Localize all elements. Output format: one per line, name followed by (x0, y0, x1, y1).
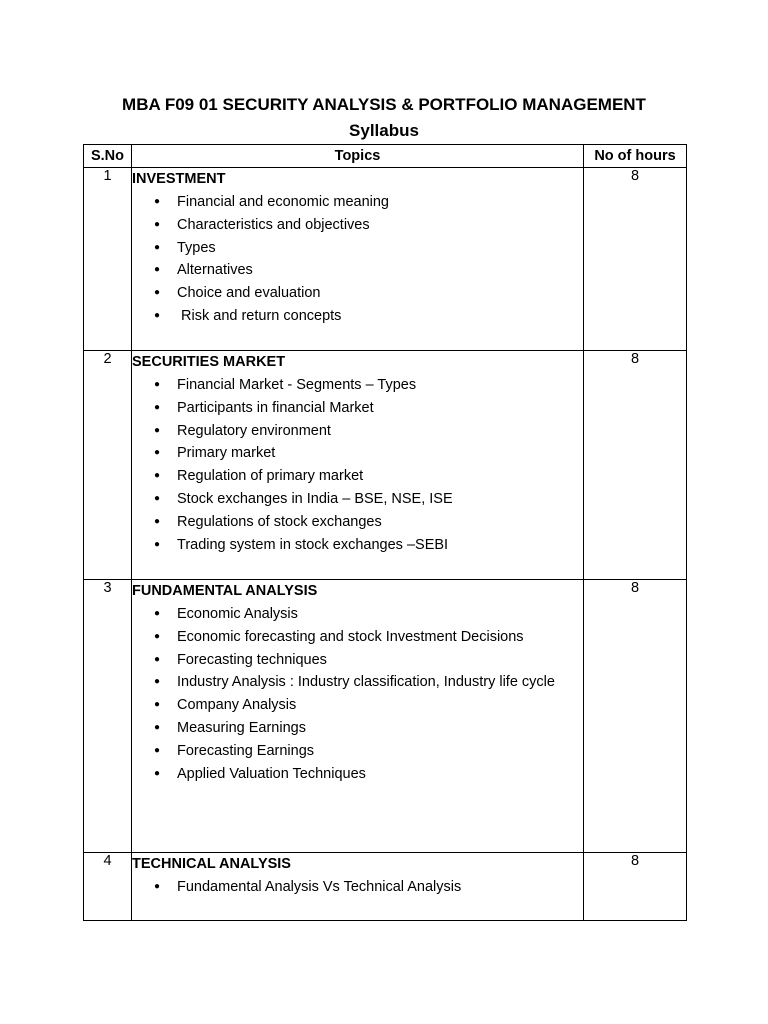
row-hours: 8 (584, 351, 687, 580)
list-item: ● Fundamental Analysis Vs Technical Analysis (132, 876, 583, 899)
list-item: ● Participants in financial Market (132, 397, 583, 420)
list-item: ● Financial and economic meaning (132, 191, 583, 214)
row-sno: 2 (84, 351, 132, 580)
row-topic (132, 168, 584, 351)
list-item: ● Industry Analysis : Industry classification, Industry life cycle (132, 671, 583, 694)
row-sno: 3 (84, 580, 132, 853)
list-item: ● Forecasting Earnings (132, 740, 583, 763)
list-item: ● Regulatory environment (132, 420, 583, 443)
row-topic (132, 580, 584, 853)
header-hours: No of hours (584, 145, 687, 168)
list-item: ● Forecasting techniques (132, 649, 583, 672)
list-item: ● Regulation of primary market (132, 465, 583, 488)
table-header-row (84, 145, 687, 168)
topic-list (132, 876, 583, 899)
list-item: ● Financial Market - Segments – Types (132, 374, 583, 397)
topic-list (132, 603, 583, 785)
topic-title: FUNDAMENTAL ANALYSIS (132, 583, 318, 599)
topic-title: TECHNICAL ANALYSIS (132, 856, 291, 872)
table-row (84, 168, 687, 351)
list-item: ● Choice and evaluation (132, 282, 583, 305)
row-sno: 1 (84, 168, 132, 351)
topic-list (132, 374, 583, 556)
list-item: ● Characteristics and objectives (132, 214, 583, 237)
table-row (84, 853, 687, 921)
list-item: ● Primary market (132, 442, 583, 465)
row-sno: 4 (84, 853, 132, 921)
row-hours: 8 (584, 168, 687, 351)
list-item: ● Regulations of stock exchanges (132, 511, 583, 534)
list-item: ● Applied Valuation Techniques (132, 763, 583, 786)
list-item: ● Types (132, 237, 583, 260)
table-row (84, 580, 687, 853)
list-item: ● Measuring Earnings (132, 717, 583, 740)
row-topic (132, 853, 584, 921)
topic-list (132, 191, 583, 328)
list-item: ● Alternatives (132, 259, 583, 282)
row-hours: 8 (584, 853, 687, 921)
header-sno: S.No (84, 145, 132, 168)
document-title: MBA F09 01 SECURITY ANALYSIS & PORTFOLIO MANAGEMENT (122, 95, 646, 114)
header-topics: Topics (132, 145, 584, 168)
list-item: ● Company Analysis (132, 694, 583, 717)
syllabus-table (83, 144, 687, 921)
row-topic (132, 351, 584, 580)
list-item: ● Economic Analysis (132, 603, 583, 626)
topic-title: INVESTMENT (132, 171, 226, 187)
list-item: ● Trading system in stock exchanges –SEBI (132, 534, 583, 557)
topic-title: SECURITIES MARKET (132, 354, 286, 370)
list-item: ● Stock exchanges in India – BSE, NSE, ISE (132, 488, 583, 511)
table-row (84, 351, 687, 580)
row-hours: 8 (584, 580, 687, 853)
list-item: ● Risk and return concepts (132, 305, 583, 328)
list-item: ● Economic forecasting and stock Investment Decisions (132, 626, 583, 649)
document-subtitle: Syllabus (349, 121, 419, 140)
